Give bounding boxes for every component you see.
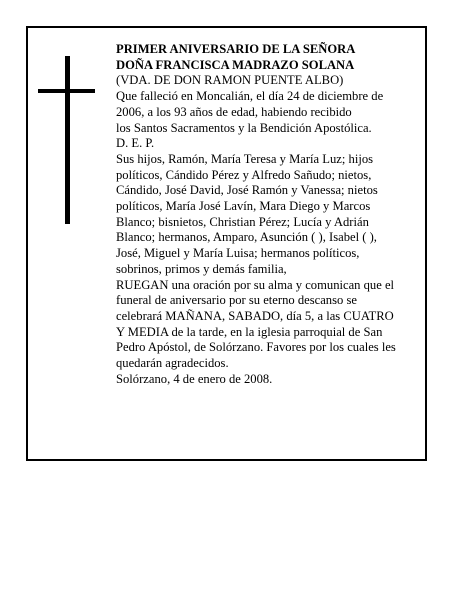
- body-line: 2006, a los 93 años de edad, habiendo recibido: [116, 104, 352, 119]
- body-line: políticos, Cándido Pérez y Alfredo Sañudo; nietos,: [116, 167, 372, 182]
- body-line: Pedro Apóstol, de Solórzano. Favores por los cuales les: [116, 340, 396, 355]
- body-line: José, Miguel y María Luisa; hermanos políticos,: [116, 246, 360, 261]
- body-line: Blanco; hermanos, Amparo, Asunción ( ), Isabel ( ),: [116, 230, 377, 245]
- body-line: celebrará MAÑANA, SABADO, día 5, a las CUATRO: [116, 308, 394, 323]
- body-line: funeral de aniversario por su eterno descanso se: [116, 293, 357, 308]
- widow-line: (VDA. DE DON RAMON PUENTE ALBO): [116, 73, 344, 88]
- body-line: los Santos Sacramentos y la Bendición Apostólica.: [116, 120, 372, 135]
- body-line: Que falleció en Moncalián, el día 24 de diciembre de: [116, 89, 384, 104]
- body-line: políticos, María José Lavín, Mara Diego y Marcos: [116, 199, 371, 214]
- body-line: D. E. P.: [116, 136, 155, 151]
- body-line: Cándido, José David, José Ramón y Vanessa; nietos: [116, 183, 378, 198]
- body-line: RUEGAN una oración por su alma y comunican que el: [116, 277, 395, 292]
- body-line: Y MEDIA de la tarde, en la iglesia parroquial de San: [116, 324, 383, 339]
- body-line: quedarán agradecidos.: [116, 356, 229, 371]
- body-line: sobrinos, primos y demás familia,: [116, 261, 287, 276]
- cross-horizontal-bar: [38, 89, 95, 93]
- cross-vertical-bar: [65, 56, 70, 224]
- obituary-text: [116, 42, 421, 387]
- body-line: Blanco; bisnietos, Christian Pérez; Lucía y Adrián: [116, 214, 369, 229]
- body-line: Sus hijos, Ramón, María Teresa y María Luz; hijos: [116, 151, 374, 166]
- heading-line-1: PRIMER ANIVERSARIO DE LA SEÑORA: [116, 42, 356, 56]
- heading-line-2: DOÑA FRANCISCA MADRAZO SOLANA: [116, 57, 355, 72]
- body-line: Solórzano, 4 de enero de 2008.: [116, 371, 273, 386]
- obituary-frame: [26, 26, 427, 461]
